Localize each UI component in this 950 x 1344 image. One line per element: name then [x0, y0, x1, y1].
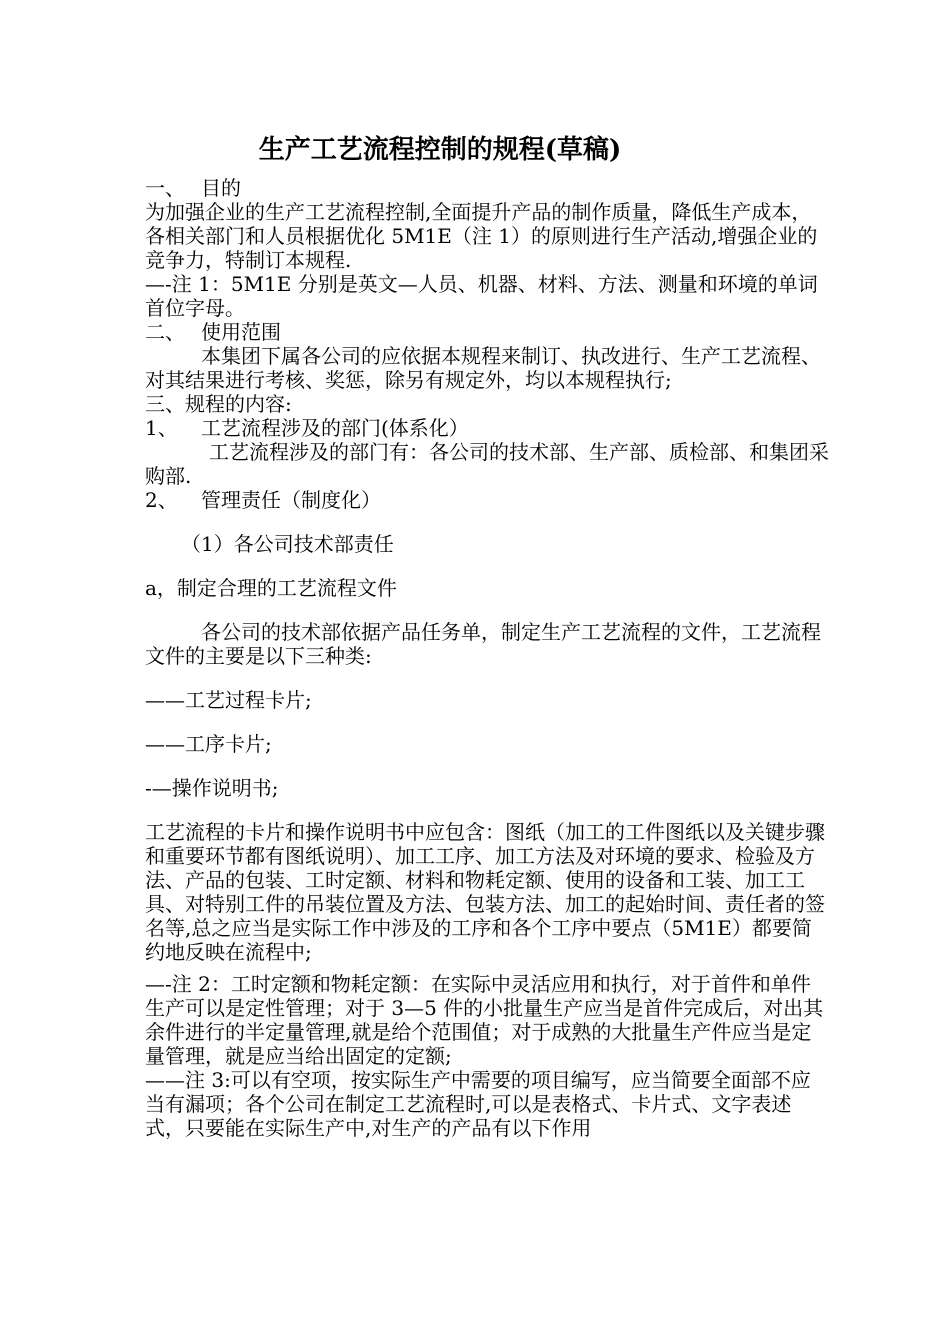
list-item-instructions: -—操作说明书; — [145, 776, 279, 800]
scope-paragraph: 本集团下属各公司的应依据本规程来制订、执改进行、生产工艺流程、对其结果进行考核、奖惩，除另有规定外，均以本规程执行; — [145, 344, 821, 392]
document-title: 生产工艺流程控制的规程(草稿) — [258, 135, 622, 165]
list-item-process-card: ——工艺过程卡片; — [145, 688, 312, 712]
item-1-heading: 1、 工艺流程涉及的部门(体系化） — [145, 416, 469, 440]
subsection-technical-dept: （1）各公司技术部责任 — [181, 532, 394, 556]
note-2: —-注 2：工时定额和物耗定额：在实际中灵活应用和执行，对于首件和单件生产可以是定性管理；对于 3—5 件的小批量生产应当是首件完成后，对出其余件进行的半定量管理,就是给个范围值；对于成熟的大批量生产件应当是定量管理，就是应当给出固定的定额; — [145, 972, 824, 1068]
subitem-a-heading: a，制定合理的工艺流程文件 — [145, 576, 397, 600]
note-3: ——注 3:可以有空项，按实际生产中需要的项目编写，应当简要全面部不应当有漏项；各个公司在制定工艺流程时,可以是表格式、卡片式、文字表述式，只要能在实际生产中,对生产的产品有以下作用 — [145, 1068, 811, 1140]
purpose-paragraph: 为加强企业的生产工艺流程控制,全面提升产品的制作质量，降低生产成本，各相关部门和人员根据优化 5M1E（注 1）的原则进行生产活动,增强企业的竞争力，特制订本规程. — [145, 200, 818, 272]
content-requirements-paragraph: 工艺流程的卡片和操作说明书中应包含：图纸（加工的工件图纸以及关键步骤和重要环节都有图纸说明）、加工工序、加工方法及对环境的要求、检验及方法、产品的包装、工时定额、材料和物耗定额、使用的设备和工装、加工工具、对特别工件的吊装位置及方法、包装方法、加工的起始时间、责任者的签名等,总之应当是实际工作中涉及的工序和各个工序中要点（5M1E）都要简约地反映在流程中; — [145, 820, 825, 964]
section-heading-scope: 二、 使用范围 — [145, 320, 281, 344]
item-2-heading: 2、 管理责任（制度化） — [145, 488, 381, 512]
section-heading-content: 三、规程的内容: — [145, 392, 292, 416]
item-1-paragraph: 工艺流程涉及的部门有：各公司的技术部、生产部、质检部、和集团采购部. — [145, 440, 829, 488]
note-1: —-注 1：5M1E 分别是英文—人员、机器、材料、方法、测量和环境的单词首位字母。 — [145, 272, 818, 320]
process-documents-paragraph: 各公司的技术部依据产品任务单，制定生产工艺流程的文件，工艺流程文件的主要是以下三种类: — [145, 620, 821, 668]
section-heading-purpose: 一、 目的 — [145, 176, 241, 200]
document-body — [145, 176, 830, 1140]
list-item-operation-card: ——工序卡片; — [145, 732, 272, 756]
